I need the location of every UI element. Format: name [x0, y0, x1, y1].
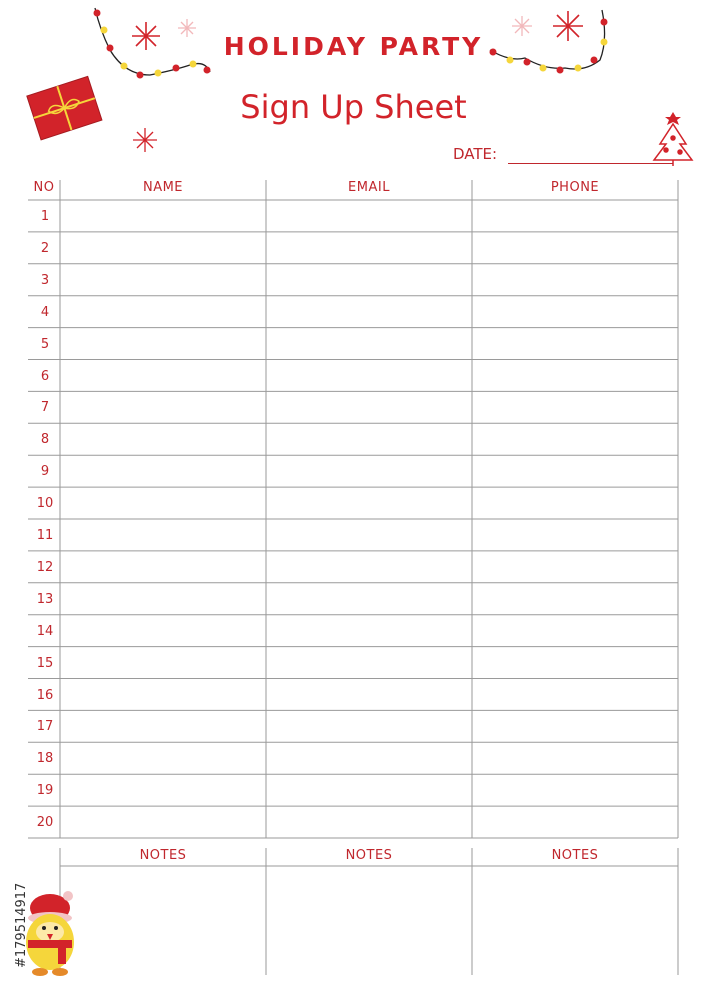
- row-number: 7: [40, 400, 50, 416]
- row-number: 11: [36, 528, 54, 543]
- row-number: 20: [36, 815, 54, 831]
- date-label: DATE:: [453, 145, 498, 163]
- row-number: 5: [40, 336, 50, 352]
- column-header-name: NAME: [142, 180, 184, 195]
- row-number: 8: [40, 432, 50, 448]
- row-number: 6: [40, 368, 50, 384]
- watermark-id: [12, 768, 34, 968]
- page-subtitle: Sign Up Sheet: [240, 88, 467, 126]
- watermark-text: #179514917: [14, 882, 29, 968]
- row-number: 13: [36, 591, 54, 607]
- row-number: 15: [36, 655, 54, 671]
- notes-header-1: NOTES: [139, 848, 187, 863]
- notes-header-2: NOTES: [345, 848, 393, 863]
- column-header-no: NO: [33, 180, 55, 195]
- row-number: 9: [40, 464, 50, 480]
- page-title: HOLIDAY PARTY: [223, 32, 484, 61]
- notes-header-3: NOTES: [551, 848, 599, 863]
- row-number: 16: [36, 687, 54, 703]
- row-number: 12: [36, 559, 54, 575]
- row-number: 14: [36, 623, 54, 639]
- row-number: 10: [36, 496, 54, 512]
- row-number: 18: [36, 751, 54, 767]
- row-number: 4: [40, 304, 50, 320]
- row-number: 1: [40, 209, 50, 224]
- column-header-phone: PHONE: [550, 180, 600, 195]
- row-number: 17: [36, 719, 54, 735]
- row-number: 3: [40, 272, 50, 288]
- row-number: 2: [40, 240, 50, 256]
- row-number: 19: [36, 783, 54, 799]
- column-header-email: EMAIL: [348, 180, 390, 195]
